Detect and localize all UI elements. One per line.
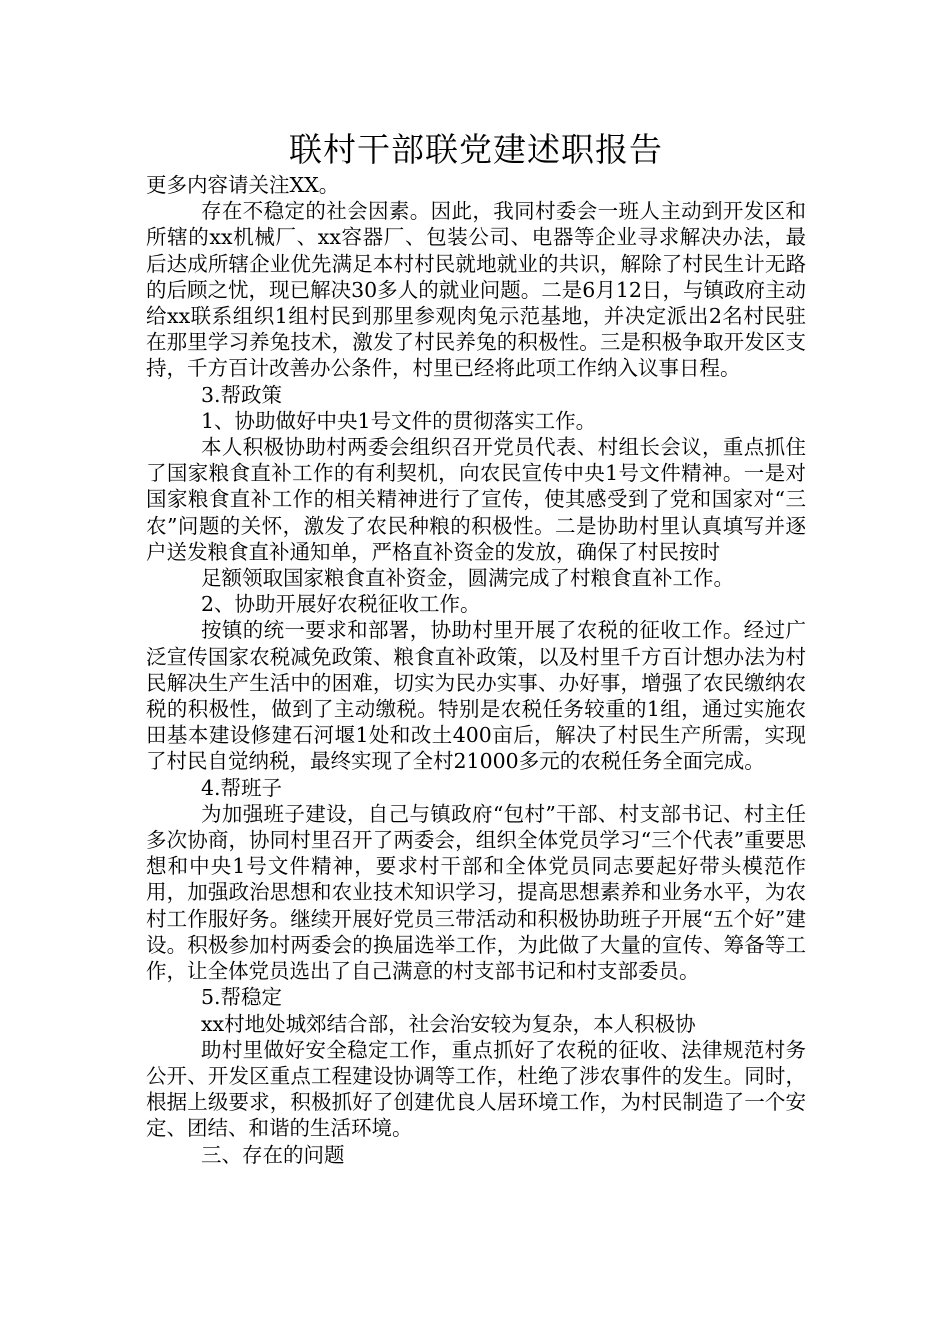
document-paragraph: 按镇的统一要求和部署，协助村里开展了农税的征收工作。经过广泛宣传国家农税减免政策、粮食直补政策，以及村里千方百计想办法为村民解决生产生活中的困难，切实为民办实事、办好事，增强了农民缴纳农税的积极性，做到了主动缴税。特别是农税任务较重的1组，通过实施农田基本建设修建石河堰1处和改土400亩后，解决了村民生产所需，实现了村民自觉纳税，最终实现了全村21000多元的农税任务全面完成。 xyxy=(146,618,806,774)
document-paragraph: 足额领取国家粮食直补资金，圆满完成了村粮食直补工作。 xyxy=(201,566,734,591)
document-title: 联村干部联党建述职报告 xyxy=(289,130,663,169)
document-paragraph: 4.帮班子 xyxy=(201,775,283,800)
document-paragraph: 为加强班子建设，自己与镇政府“包村”干部、村支部书记、村主任多次协商，协同村里召开了两委会，组织全体党员学习“三个代表”重要思想和中央1号文件精神，要求村干部和全体党员同志要起好带头模范作用，加强政治思想和农业技术知识学习，提高思想素养和业务水平，为农村工作服好务。继续开展好党员三带活动和积极协助班子开展“五个好”建设。积极参加村两委会的换届选举工作，为此做了大量的宣传、筹备等工作，让全体党员选出了自己满意的村支部书记和村支部委员。 xyxy=(146,801,806,984)
document-paragraph: 2、协助开展好农税征收工作。 xyxy=(201,592,481,617)
document-paragraph: 助村里做好安全稳定工作，重点抓好了农税的征收、法律规范村务公开、开发区重点工程建设协调等工作，杜绝了涉农事件的发生。同时，根据上级要求，积极抓好了创建优良人居环境工作，为村民制造了一个安定、团结、和谐的生活环境。 xyxy=(146,1037,806,1141)
document-paragraph: 3.帮政策 xyxy=(201,382,283,407)
document-paragraph: 本人积极协助村两委会组织召开党员代表、村组长会议，重点抓住了国家粮食直补工作的有利契机，向农民宣传中央1号文件精神。一是对国家粮食直补工作的相关精神进行了宣传，使其感受到了党和国家对“三农”问题的关怀，激发了农民种粮的积极性。二是协助村里认真填写并逐户送发粮食直补通知单，严格直补资金的发放，确保了村民按时 xyxy=(146,435,806,564)
document-paragraph: 5.帮稳定 xyxy=(201,985,283,1010)
document-body xyxy=(146,172,806,1168)
document-paragraph: 三、存在的问题 xyxy=(201,1142,345,1167)
document-paragraph: 更多内容请关注XX。 xyxy=(146,173,340,197)
document-paragraph: xx村地处城郊结合部，社会治安较为复杂，本人积极协 xyxy=(201,1011,696,1036)
document-paragraph: 1、协助做好中央1号文件的贯彻落实工作。 xyxy=(201,408,597,433)
document-paragraph: 存在不稳定的社会因素。因此，我同村委会一班人主动到开发区和所辖的xx机械厂、xx容器厂、包装公司、电器等企业寻求解决办法，最后达成所辖企业优先满足本村村民就地就业的共识，解除了村民生计无路的后顾之忧，现已解决30多人的就业问题。二是6月12日，与镇政府主动给xx联系组织1组村民到那里参观肉兔示范基地，并决定派出2名村民驻在那里学习养兔技术，激发了村民养兔的积极性。三是积极争取开发区支持，千方百计改善办公条件，村里已经将此项工作纳入议事日程。 xyxy=(146,199,806,381)
document-page xyxy=(146,128,806,1168)
